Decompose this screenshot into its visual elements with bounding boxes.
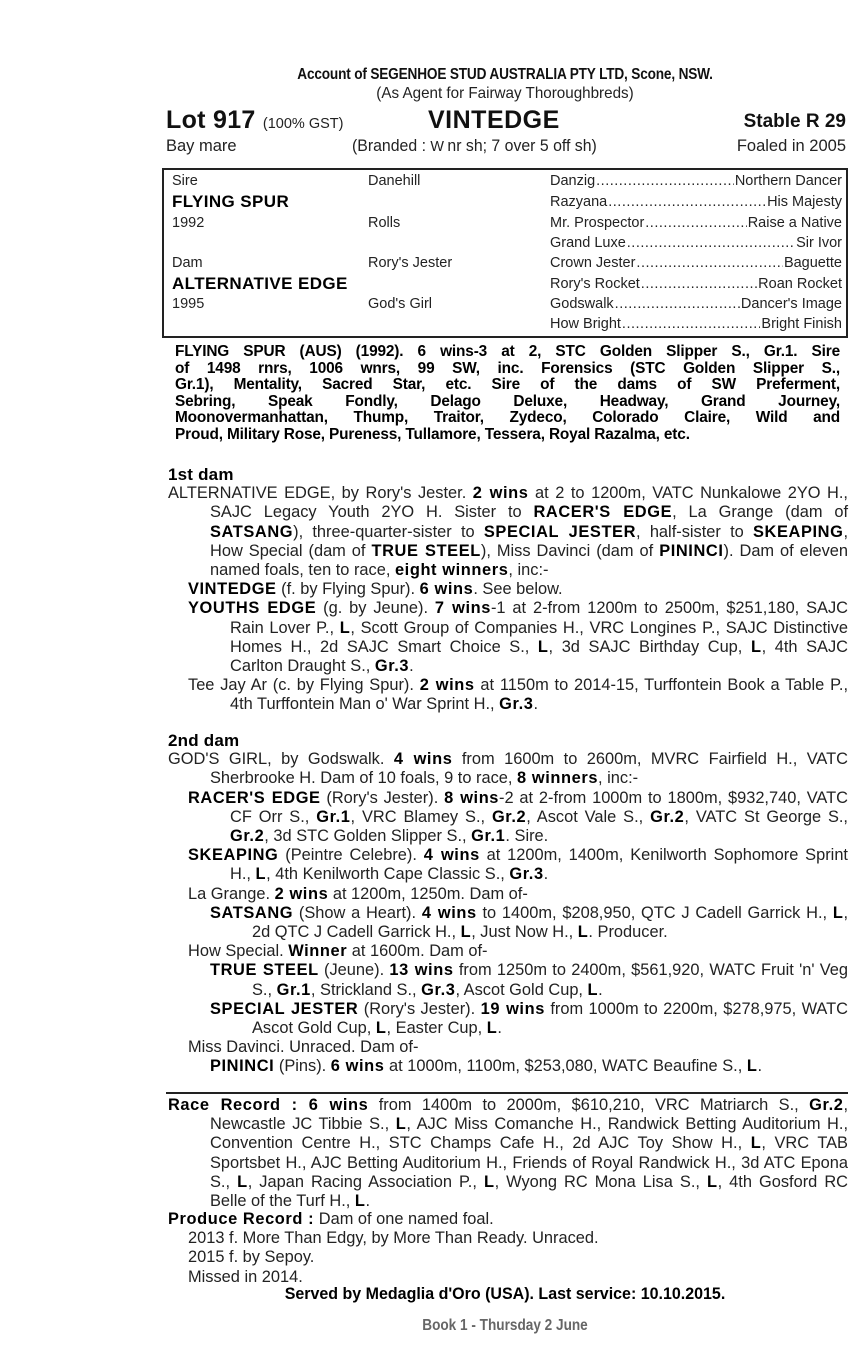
bold-text: Gr.2: [650, 807, 685, 826]
text: , 4th Kenilworth Cape Classic S.,: [266, 865, 510, 884]
text: , Ascot Vale S.,: [526, 807, 651, 826]
gp-right: Roan Rocket: [758, 276, 842, 292]
record-paragraph: [168, 599, 848, 676]
produce-record-section: [168, 1210, 848, 1287]
gp-right: Northern Dancer: [734, 173, 842, 189]
record-paragraph: [168, 1210, 848, 1229]
text: , inc:-: [598, 769, 639, 788]
text: ), three-quarter-sister to: [293, 522, 484, 541]
text: .: [533, 695, 538, 714]
gp-left: Crown Jester: [550, 255, 636, 271]
bold-text: L: [746, 1057, 758, 1076]
text: (Show a Heart).: [293, 903, 422, 922]
leader-dots: [636, 255, 783, 271]
dam-year: 1995: [172, 296, 205, 312]
gp-right: Sir Ivor: [796, 235, 842, 251]
grandparent-row: [550, 173, 842, 189]
sex-colour: Bay mare: [166, 137, 237, 155]
bold-text: Gr.2: [230, 827, 265, 846]
bold-text: 8 wins: [444, 788, 500, 807]
brand-mark-icon: W: [430, 138, 444, 155]
text: , AJC Miss Comanche H., Randwick Betting Auditorium H., Convention Centre H., STC Champs Cafe H., 2d AJC Toy Show H.,: [210, 1115, 848, 1153]
bold-text: Gr.2: [491, 807, 527, 826]
text: , La Grange (dam of: [672, 503, 848, 522]
record-paragraph: [168, 484, 848, 580]
gp-right: Raise a Native: [747, 215, 842, 231]
text: 2013 f. More Than Edgy, by More Than Ready. Unraced.: [188, 1229, 599, 1248]
text: . See below.: [473, 580, 563, 599]
leader-dots: [596, 173, 734, 189]
bold-text: SPECIAL JESTER: [210, 999, 359, 1018]
bold-text: 8 winners: [517, 769, 599, 788]
text: , Scott Group of Companies H., VRC Longines P., SAJC Distinctive Homes H., 2d SAJC Smart Choice S.,: [230, 618, 848, 656]
sire-name: FLYING SPUR: [172, 192, 290, 211]
dam-sire: Rory's Jester: [368, 255, 453, 271]
first-dam-body: [168, 484, 848, 714]
record-paragraph: [168, 1229, 848, 1248]
bold-text: RACER'S EDGE: [533, 503, 673, 522]
gp-left: How Bright: [550, 316, 621, 332]
text: -1 at 2-from 1200m to 2500m, $251,180, SAJC Rain Lover P.,: [230, 599, 849, 637]
bold-text: L: [577, 923, 589, 942]
horse-name: VINTEDGE: [428, 106, 560, 134]
bold-text: PININCI: [659, 541, 724, 560]
bold-text: SPECIAL JESTER: [483, 522, 637, 541]
text: . Sire.: [505, 827, 549, 846]
bold-text: Gr.3: [374, 657, 410, 676]
text: .: [497, 1019, 502, 1038]
gp-left: Razyana: [550, 194, 608, 210]
text: , half-sister to: [636, 522, 754, 541]
leader-dots: [641, 276, 757, 292]
stable-location: Stable R 29: [743, 111, 846, 132]
text: , 3d STC Golden Slipper S.,: [264, 827, 472, 846]
text: from 1400m to 2000m, $610,210, VRC Matriarch S.,: [368, 1096, 810, 1114]
bold-text: L: [354, 1192, 366, 1211]
text: to 1400m, $208,950, QTC J Cadell Garrick H.,: [476, 903, 833, 922]
text: at 1600m. Dam of-: [347, 942, 488, 961]
text: .: [409, 657, 414, 676]
sire-year: 1992: [172, 215, 205, 231]
bold-text: L: [255, 865, 267, 884]
text: , VATC St George S.,: [684, 807, 848, 826]
text: from 1250m to 2400m, $561,920, WATC Fruit 'n' Veg S.,: [252, 961, 848, 999]
text: Tee Jay Ar (c. by Flying Spur).: [188, 676, 420, 695]
leader-dots: [608, 194, 766, 210]
text: , 2d QTC J Cadell Garrick H.,: [252, 903, 848, 942]
sire-dam: Rolls: [368, 215, 401, 231]
text: La Grange.: [188, 884, 275, 903]
gp-right: Bright Finish: [761, 316, 842, 332]
record-paragraph: [168, 750, 848, 788]
leader-dots: [615, 296, 740, 312]
bold-text: L: [483, 1172, 495, 1191]
brand-suffix: nr sh; 7 over 5 off sh): [443, 137, 597, 155]
sire-label: Sire: [172, 173, 198, 189]
record-paragraph: [168, 580, 848, 599]
leader-dots: [622, 316, 760, 332]
record-paragraph: [168, 1000, 848, 1038]
record-paragraph: [168, 904, 848, 942]
section-title: 1st dam: [168, 465, 234, 484]
bold-text: Produce Record :: [168, 1210, 315, 1228]
grandparent-row: [550, 215, 842, 231]
text: , 4th SAJC Carlton Draught S.,: [230, 637, 848, 676]
text: Missed in 2014.: [188, 1267, 303, 1286]
gp-left: Grand Luxe: [550, 235, 626, 251]
text: at 1000m, 1100m, $253,080, WATC Beaufine S.,: [384, 1057, 747, 1076]
second-dam-section: [168, 731, 848, 1077]
grandparent-row: [550, 235, 842, 251]
second-dam-body: [168, 750, 848, 1076]
sire-summary: [175, 344, 840, 444]
bold-text: 2 wins: [274, 884, 329, 903]
record-paragraph: [168, 961, 848, 999]
bold-text: Winner: [288, 942, 348, 961]
text: ), Miss Davinci (dam of: [480, 541, 660, 560]
text: How Special.: [188, 942, 289, 961]
sire-summary-line: Proud, Military Rose, Pureness, Tullamore, Tessera, Royal Razalma, etc.: [175, 425, 690, 443]
grandparent-row: [550, 194, 842, 210]
pedigree-table: [162, 168, 848, 338]
gp-right: His Majesty: [767, 194, 842, 210]
text: . Producer.: [588, 923, 668, 942]
bold-text: RACER'S EDGE: [188, 788, 321, 807]
text: from 1600m to 2600m, MVRC Fairfield H., VATC Sherbrooke H. Dam of 10 foals, 9 to race,: [210, 750, 848, 788]
bold-text: Gr.3: [421, 980, 456, 999]
lot-header: [166, 106, 846, 136]
bold-text: Gr.1: [276, 980, 311, 999]
sire-summary-line: Sebring, Speak Fondly, Delago Deluxe, Headway, Grand Journey,: [175, 392, 840, 410]
grandparent-row: [550, 296, 842, 312]
bold-text: 6 wins: [330, 1057, 385, 1076]
text: (Peintre Celebre).: [278, 846, 424, 865]
sire-summary-line: FLYING SPUR (AUS) (1992). 6 wins-3 at 2, STC Golden Slipper S., Gr.1. Sire: [175, 343, 840, 360]
gp-left: Godswalk: [550, 296, 614, 312]
text: , inc:-: [508, 561, 549, 580]
page-footer: Book 1 - Thursday 2 June: [422, 1317, 588, 1334]
text: (g. by Jeune).: [316, 599, 435, 618]
text: .: [757, 1057, 762, 1076]
bold-text: L: [750, 1134, 762, 1153]
text: at 1150m to 2014-15, Turffontein Book a Table P., 4th Turffontein Man o' War Sprint H.,: [230, 676, 848, 714]
bold-text: SATSANG: [210, 903, 294, 922]
text: .: [598, 980, 603, 999]
text: , How Special (dam of: [210, 522, 848, 560]
bold-text: 4 wins: [423, 846, 480, 865]
text: , Wyong RC Mona Lisa S.,: [494, 1172, 707, 1191]
bold-text: 19 wins: [480, 999, 545, 1018]
text: from 1000m to 2200m, $278,975, WATC Ascot Gold Cup,: [252, 999, 848, 1038]
bold-text: Gr.1: [316, 807, 351, 826]
text: .: [543, 865, 549, 884]
bold-text: VINTEDGE: [188, 580, 277, 599]
text: , Easter Cup,: [386, 1019, 487, 1038]
bold-text: L: [460, 923, 472, 942]
record-paragraph: [168, 1057, 848, 1076]
text: , 4th Gosford RC Belle of the Turf H.,: [210, 1172, 848, 1211]
lot-label: Lot 917: [166, 106, 256, 134]
text: at 1200m, 1400m, Kenilworth Sophomore Sprint H.,: [230, 846, 848, 884]
text: at 2 to 1200m, VATC Nunkalowe 2YO H., SAJC Legacy Youth 2YO H. Sister to: [210, 484, 848, 522]
bold-text: 2 wins: [472, 484, 529, 503]
bold-text: L: [706, 1172, 718, 1191]
gp-left: Mr. Prospector: [550, 215, 645, 231]
record-paragraph: [168, 1038, 848, 1057]
grandparent-row: [550, 316, 842, 332]
bold-text: 7 wins: [434, 599, 491, 618]
record-paragraph: [168, 942, 848, 961]
text: , VRC Blamey S.,: [350, 807, 492, 826]
text: GOD'S GIRL, by Godswalk.: [168, 750, 394, 769]
bold-text: PININCI: [210, 1057, 275, 1076]
record-paragraph: [168, 885, 848, 904]
dam-dam: God's Girl: [368, 296, 433, 312]
bold-text: L: [339, 618, 351, 637]
record-paragraph: [168, 676, 848, 714]
produce-record-body: [168, 1210, 848, 1287]
vendor-account: Account of SEGENHOE STUD AUSTRALIA PTY LTD, Scone, NSW.: [297, 66, 713, 83]
text: at 1200m, 1250m. Dam of-: [328, 884, 528, 903]
bold-text: L: [832, 903, 844, 922]
text: , Strickland S.,: [310, 980, 422, 999]
text: (Rory's Jester).: [320, 788, 445, 807]
horse-description: [166, 137, 846, 159]
brand-description: [352, 137, 597, 156]
bold-text: L: [395, 1115, 407, 1134]
grandparent-row: [550, 255, 842, 271]
bold-text: eight winners: [394, 561, 509, 580]
text: , VRC TAB Sportsbet H., AJC Betting Auditorium H., Friends of Royal Randwick H., 3d ATC Epona S.,: [210, 1134, 848, 1191]
section-title: 2nd dam: [168, 731, 240, 750]
gst-note: (100% GST): [262, 116, 344, 132]
bold-text: TRUE STEEL: [210, 961, 319, 980]
race-record-body: [168, 1096, 848, 1211]
text: 2015 f. by Sepoy.: [188, 1248, 315, 1267]
text: (Pins).: [274, 1057, 331, 1076]
bold-text: 2 wins: [419, 676, 475, 695]
record-paragraph: [168, 1268, 848, 1287]
bold-text: L: [237, 1172, 248, 1191]
text: , 3d SAJC Birthday Cup,: [548, 637, 751, 656]
race-record-section: [168, 1096, 848, 1211]
sire-summary-line: Moonovermanhattan, Thump, Traitor, Zydeco, Colorado Claire, Wild and: [175, 409, 840, 427]
bold-text: L: [587, 980, 599, 999]
bold-text: SKEAPING: [753, 522, 844, 541]
text: ALTERNATIVE EDGE, by Rory's Jester.: [168, 484, 473, 503]
bold-text: 6 wins: [419, 580, 474, 599]
dam-label: Dam: [172, 255, 203, 271]
text: .: [365, 1192, 371, 1211]
bold-text: SATSANG: [210, 522, 294, 541]
bold-text: Gr.2: [809, 1096, 844, 1114]
bold-text: 4 wins: [421, 903, 477, 922]
grandparent-row: [550, 276, 842, 292]
text: (f. by Flying Spur).: [276, 580, 420, 599]
section-divider: [166, 1092, 848, 1094]
gp-right: Baguette: [783, 255, 842, 271]
bold-text: Gr.3: [509, 865, 544, 884]
agent-line: (As Agent for Fairway Thoroughbreds): [376, 85, 634, 102]
lot-number: [166, 106, 343, 135]
sire-sire: Danehill: [368, 173, 421, 189]
text: , Newcastle JC Tibbie S.,: [210, 1096, 848, 1134]
gp-left: Danzig: [550, 173, 596, 189]
gp-right: Dancer's Image: [740, 296, 842, 312]
text: Miss Davinci. Unraced. Dam of-: [188, 1038, 419, 1057]
bold-text: L: [750, 637, 762, 656]
bold-text: L: [375, 1019, 387, 1038]
sire-summary-line: Gr.1), Mentality, Sacred Star, etc. Sire of the dams of SW Preferment,: [175, 376, 840, 394]
text: , Ascot Gold Cup,: [455, 980, 588, 999]
text: , Just Now H.,: [471, 923, 578, 942]
text: (Jeune).: [318, 961, 390, 980]
record-paragraph: [168, 789, 848, 847]
text: Dam of one named foal.: [314, 1210, 494, 1228]
brand-prefix: (Branded :: [352, 137, 431, 155]
sire-summary-line: of 1498 rnrs, 1006 wnrs, 99 SW, inc. Forensics (STC Golden Slipper S.,: [175, 359, 840, 377]
bold-text: YOUTHS EDGE: [188, 599, 317, 618]
bold-text: TRUE STEEL: [371, 541, 481, 560]
bold-text: 13 wins: [389, 961, 454, 980]
gp-left: Rory's Rocket: [550, 276, 640, 292]
bold-text: Gr.1: [471, 827, 506, 846]
bold-text: Race Record : 6 wins: [168, 1096, 369, 1114]
dam-name: ALTERNATIVE EDGE: [172, 274, 348, 293]
text: ). Dam of eleven named foals, ten to race,: [210, 541, 849, 580]
bold-text: L: [486, 1019, 498, 1038]
record-paragraph: [168, 846, 848, 884]
text: -2 at 2-from 1000m to 1800m, $932,740, VATC CF Orr S.,: [230, 788, 848, 826]
text: (Rory's Jester).: [358, 999, 481, 1018]
bold-text: Gr.3: [499, 695, 534, 714]
record-paragraph: [168, 1096, 848, 1211]
text: , Japan Racing Association P.,: [247, 1172, 484, 1191]
first-dam-section: [168, 465, 848, 715]
foaled-year: Foaled in 2005: [736, 137, 846, 155]
bold-text: 4 wins: [393, 750, 453, 769]
leader-dots: [627, 235, 795, 251]
service-note: Served by Medaglia d'Oro (USA). Last service: 10.10.2015.: [284, 1285, 726, 1303]
bold-text: SKEAPING: [188, 846, 279, 865]
record-paragraph: [168, 1248, 848, 1267]
leader-dots: [645, 215, 746, 231]
bold-text: L: [537, 637, 549, 656]
